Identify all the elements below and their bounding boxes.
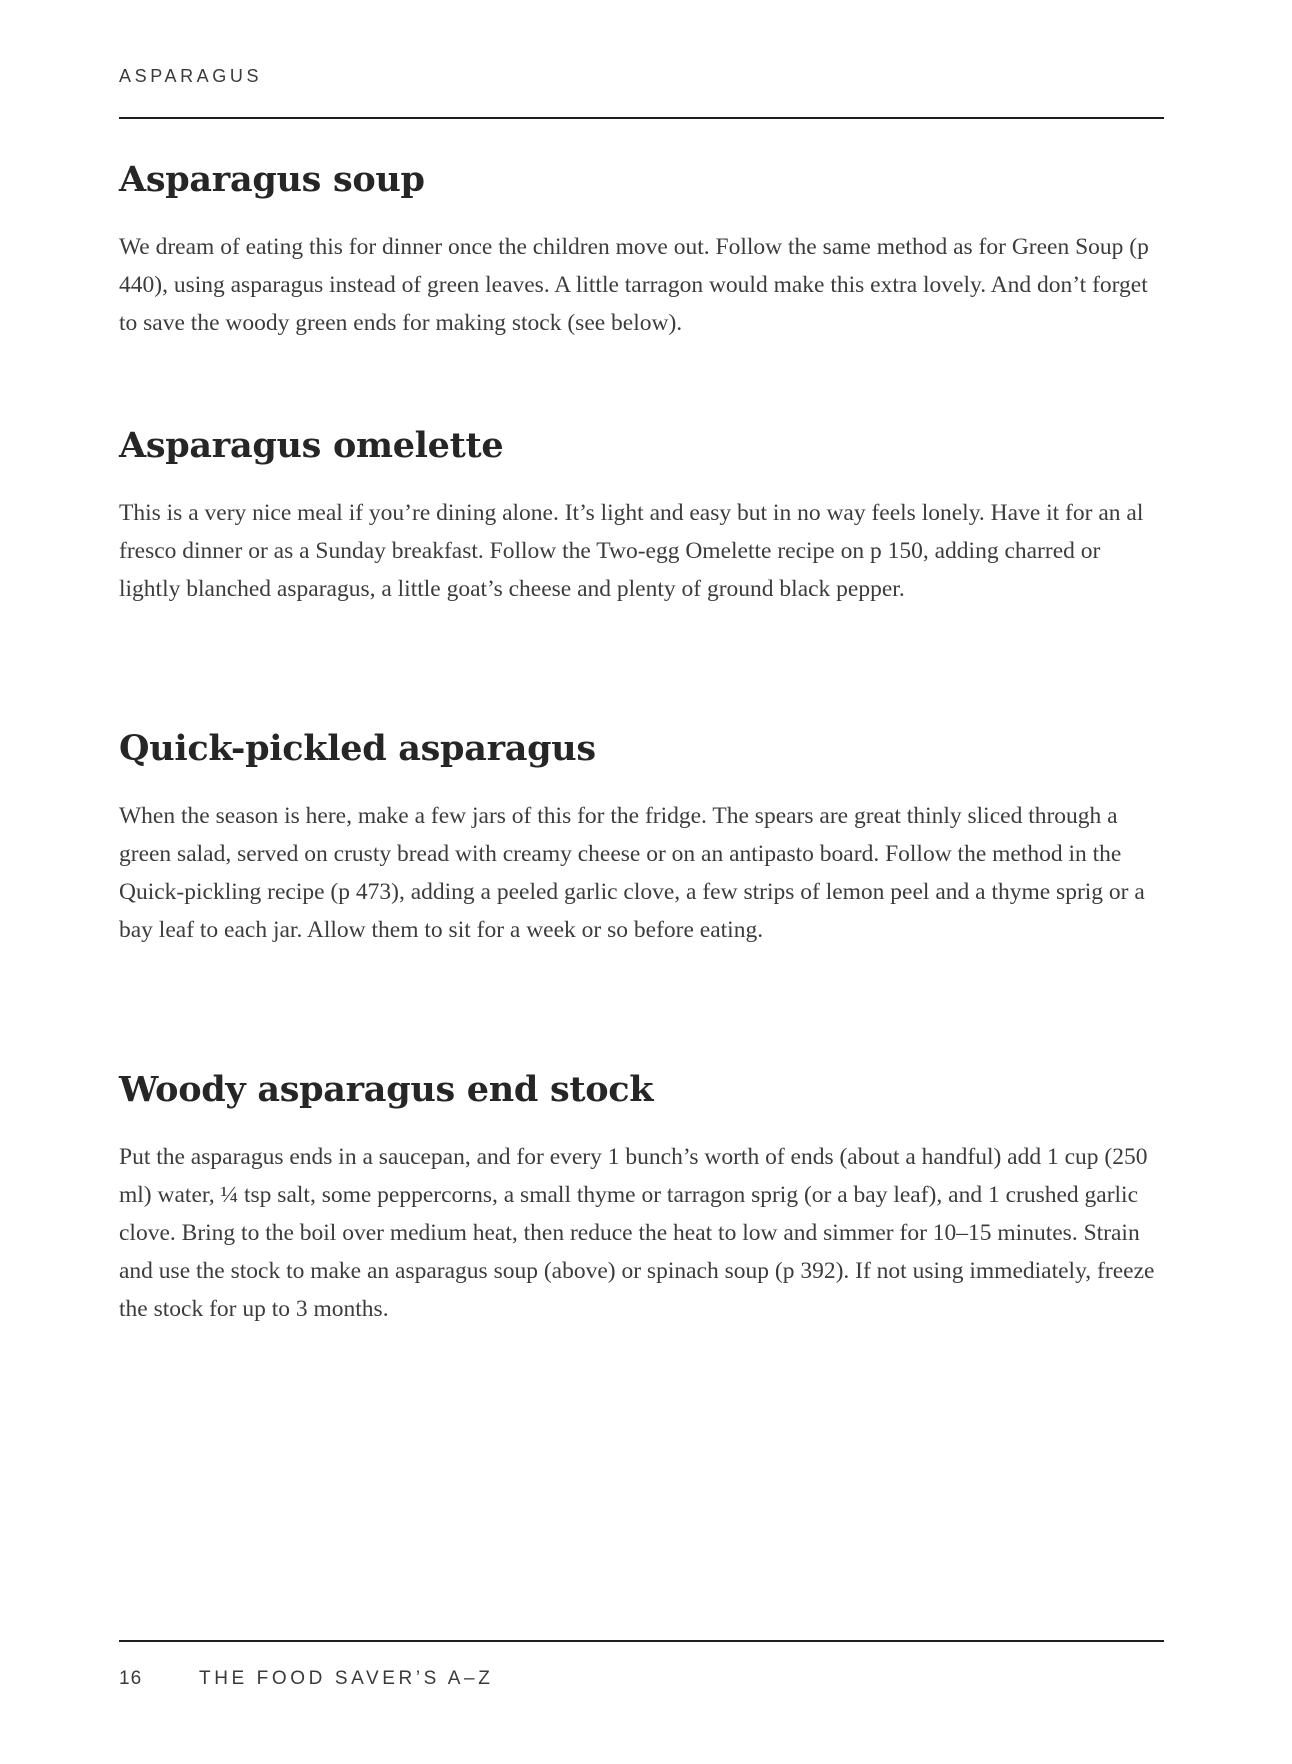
section-asparagus-omelette [119, 424, 1174, 608]
section-body: Put the asparagus ends in a saucepan, and for every 1 bunch’s worth of ends (about a handful) add 1 cup (250 ml) water, ¼ tsp salt, some peppercorns, a small thyme or tarragon sprig (or a bay leaf), and 1 crushed garlic clove. Bring to the boil over medium heat, then reduce the heat to low and simmer for 10–15 minutes. Strain and use the stock to make an asparagus soup (above) or spinach soup (p 392). If not using immediately, freeze the stock for up to 3 months. [119, 1144, 1155, 1322]
section-body: We dream of eating this for dinner once the children move out. Follow the same method as for Green Soup (p 440), using asparagus instead of green leaves. A little tarragon would make this extra lovely. And don’t forget to save the woody green ends for making stock (see below). [119, 234, 1149, 336]
section-asparagus-soup [119, 158, 1174, 342]
page-footer [119, 1668, 493, 1690]
section-title: Quick-pickled asparagus [119, 728, 596, 769]
running-head: ASPARAGUS [119, 66, 263, 86]
section-title: Asparagus soup [119, 159, 425, 200]
section-title: Woody asparagus end stock [119, 1069, 654, 1110]
footer-rule [119, 1640, 1164, 1642]
section-title: Asparagus omelette [119, 425, 504, 466]
section-body: This is a very nice meal if you’re dining alone. It’s light and easy but in no way feels lonely. Have it for an al fresco dinner or as a Sunday breakfast. Follow the Two-egg Omelette recipe on p 150, adding charred or lightly blanched asparagus, a little goat’s cheese and plenty of ground black pepper. [119, 500, 1144, 602]
header-rule [119, 117, 1164, 119]
section-woody-asparagus-end-stock [119, 1068, 1174, 1328]
section-body: When the season is here, make a few jars of this for the fridge. The spears are great thinly sliced through a green salad, served on crusty bread with creamy cheese or on an antipasto board. Follow the method in the Quick-pickling recipe (p 473), adding a peeled garlic clove, a few strips of lemon peel and a thyme sprig or a bay leaf to each jar. Allow them to sit for a week or so before eating. [119, 803, 1145, 943]
book-title: THE FOOD SAVER’S A–Z [199, 1668, 494, 1689]
page-number: 16 [119, 1668, 143, 1689]
section-quick-pickled-asparagus [119, 727, 1174, 949]
